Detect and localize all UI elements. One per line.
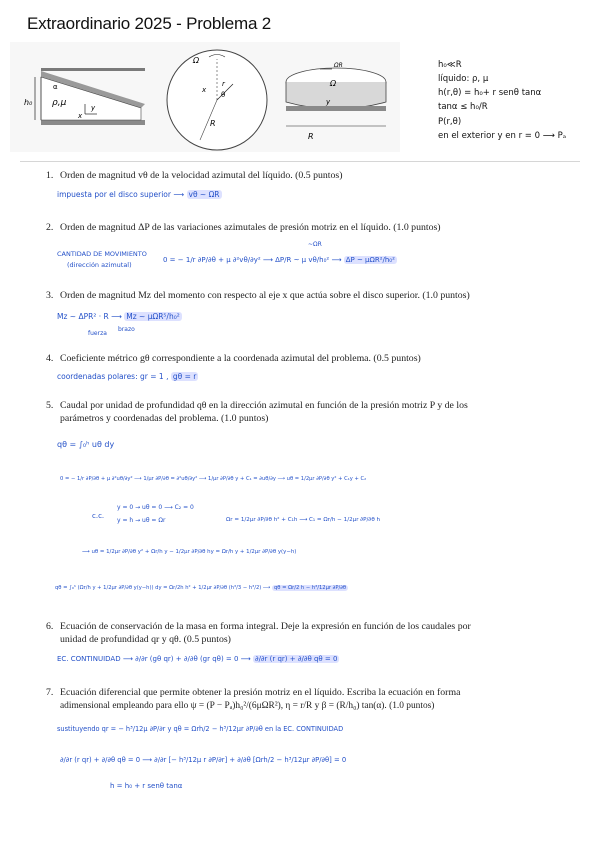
page-title: Extraordinario 2025 - Problema 2 [27,14,272,33]
answer-5-q-line [55,585,348,591]
answer-2-eq: 0 = − 1/r ∂P/∂θ + μ ∂²vθ/∂y² ⟶ ΔP/R ~ μ vθ/h₀² [163,256,330,264]
label-rho-mu: ρ,μ [52,98,67,108]
question-2 [46,222,570,235]
label-r-mid: r [222,80,225,88]
label-x-mid: x [202,86,207,94]
divider [20,161,580,162]
answer-4-gtheta: gθ = r [172,372,197,381]
question-text-line-1: Ecuación de conservación de la masa en forma integral. Deje la expresión en función de los caudales por [60,621,471,632]
answer-3-result: Mz ~ μΩR⁵/h₀² [126,312,180,321]
answer-5-q-eq: qθ = ∫₀ʰ (Ωr/h y + 1/2μr ∂P/∂θ y(y−h)) dy = Ωr/2h h² + 1/2μr ∂P/∂θ (h³/3 − h³/2) ⟶ [55,585,271,591]
note-4: tanα ≤ h₀/R [438,102,488,112]
answer-5-line-1: 0 = − 1/r ∂P/∂θ + μ ∂²uθ/∂y² ⟶ 1/μr ∂P/∂θ = ∂²uθ/∂y² ⟶ 1/μr ∂P/∂θ y + C₁ = ∂uθ/∂y ⟶ uθ = 1/2μr ∂P/∂θ y² + C₁y + C₂ [60,476,367,482]
label-y-right: y [326,98,331,106]
question-text: Orden de magnitud vθ de la velocidad azimutal del líquido. (0.5 puntos) [60,170,343,181]
answer-7-line-1: sustituyendo qr = − h³/12μ ∂P/∂r y qθ = Ωrh/2 − h³/12μr ∂P/∂θ en la EC. CONTINUIDAD [57,725,344,733]
question-number: 2. [46,222,54,233]
answer-3 [57,312,182,321]
question-text-line-2: parámetros y coordenadas del problema. (1.0 puntos) [60,412,269,424]
answer-2-label-2: (dirección azimutal) [67,261,132,269]
question-text-line-2: adimensional empleando para ello ψ = (P − Pₐ)h₀²/(6μΩR²), η = r/R y β = (R/h₀) tan(α). (1.0 puntos) [60,700,435,711]
answer-1-text: impuesta por el disco superior ⟶ [57,190,185,199]
answer-2-equation [163,256,397,264]
note-2: líquido: ρ, μ [438,74,489,84]
question-text: Orden de magnitud Mz del momento con respecto al eje x que actúa sobre el disco superior. (1.0 puntos) [60,290,470,301]
note-6: en el exterior y en r = 0 ⟶ Pₐ [438,131,567,141]
answer-1 [57,190,222,199]
question-number: 1. [46,170,54,181]
label-h0: h₀ [24,98,33,107]
answer-2-note: ~ΩR [308,241,322,248]
answer-7-line-3: h = h₀ + r senθ tanα [110,782,183,790]
answer-7-line-2: ∂/∂r (r qr) + ∂/∂θ qθ = 0 ⟶ ∂/∂r [− h³/12μ r ∂P/∂r] + ∂/∂θ [Ωrh/2 − h³/12μr ∂P/∂θ] = 0 [60,756,347,764]
question-text: Coeficiente métrico gθ correspondiente a la coordenada azimutal del problema. (0.5 puntos) [60,353,421,364]
answer-4 [57,372,198,381]
answer-5-cc-label: c.c. [92,512,105,520]
answer-5-integral: qθ = ∫₀ʰ uθ dy [57,440,115,449]
answer-6-result: ∂/∂r (r qr) + ∂/∂θ qθ = 0 [254,655,338,663]
question-text-line-2: unidad de profundidad qr y qθ. (0.5 puntos) [60,633,231,645]
label-alpha: α [53,83,58,91]
answer-5-cc-1: y = 0 → uθ = 0 ⟶ C₂ = 0 [117,504,194,511]
question-4 [46,353,580,366]
label-omega-mid: Ω [193,56,200,65]
answer-6 [57,655,339,663]
answer-5-result: qθ = Ωr/2 h − h³/12μr ∂P/∂θ [274,585,347,591]
question-text: Orden de magnitud ΔP de las variaciones azimutales de presión motriz en el líquido. (1.0 puntos) [60,222,441,233]
label-omega-right: Ω [330,79,337,88]
top-view-diagram [167,50,267,150]
answer-3-fuerza: fuerza [88,330,107,337]
label-y-left: y [91,104,96,112]
arrow-icon: ⟶ [111,312,125,321]
label-R-mid: R [210,119,216,128]
note-1: h₀≪R [438,60,462,70]
answer-4-gr: gr = 1 , [140,372,169,381]
question-number: 6. [46,621,54,632]
question-1 [46,170,570,183]
question-number: 4. [46,353,54,364]
question-3 [46,290,580,303]
question-text-line-1: Ecuación diferencial que permite obtener la presión motriz en el líquido. Escriba la ecuación en forma [60,687,461,698]
answer-1-result: vθ ~ ΩR [188,190,220,199]
answer-3-brazo: brazo [118,326,135,333]
question-6 [46,621,570,646]
answer-3-eq: Mz ~ ΔPR² · R [57,312,109,321]
question-number: 5. [46,400,54,411]
label-theta-mid: θ [221,91,226,99]
question-number: 3. [46,290,54,301]
label-x-left: x [78,112,83,120]
answer-2-result: ΔP ~ μΩR²/h₀² [345,256,395,264]
answer-5-cc-result: Ωr = 1/2μr ∂P/∂θ h² + C₁h ⟶ C₁ = Ωr/h − 1/2μr ∂P/∂θ h [226,517,381,523]
answer-4-text: coordenadas polares: [57,372,138,381]
arrow-icon: ⟶ [331,256,344,264]
question-number: 7. [46,687,54,698]
label-omegaR-right: ΩR [334,62,343,69]
answer-5-u-theta: ⟶ uθ = 1/2μr ∂P/∂θ y² + Ωr/h y − 1/2μr ∂P/∂θ hy = Ωr/h y + 1/2μr ∂P/∂θ y(y−h) [82,549,297,555]
label-R-right: R [308,132,314,141]
answer-5-cc-2: y = h → uθ = Ωr [117,517,166,524]
problem-figure [10,42,400,152]
question-5 [46,400,570,425]
answer-2-label-1: CANTIDAD DE MOVIMIENTO [57,250,147,258]
question-7 [46,687,570,712]
note-5: P(r,θ) [438,117,462,127]
note-3: h(r,θ) = h₀+ r senθ tanα [438,88,542,98]
question-text-line-1: Caudal por unidad de profundidad qθ en la dirección azimutal en función de la presión motriz P y de los [60,400,468,411]
answer-6-text: EC. CONTINUIDAD ⟶ ∂/∂r (gθ qr) + ∂/∂θ (gr qθ) = 0 ⟶ [57,655,251,663]
